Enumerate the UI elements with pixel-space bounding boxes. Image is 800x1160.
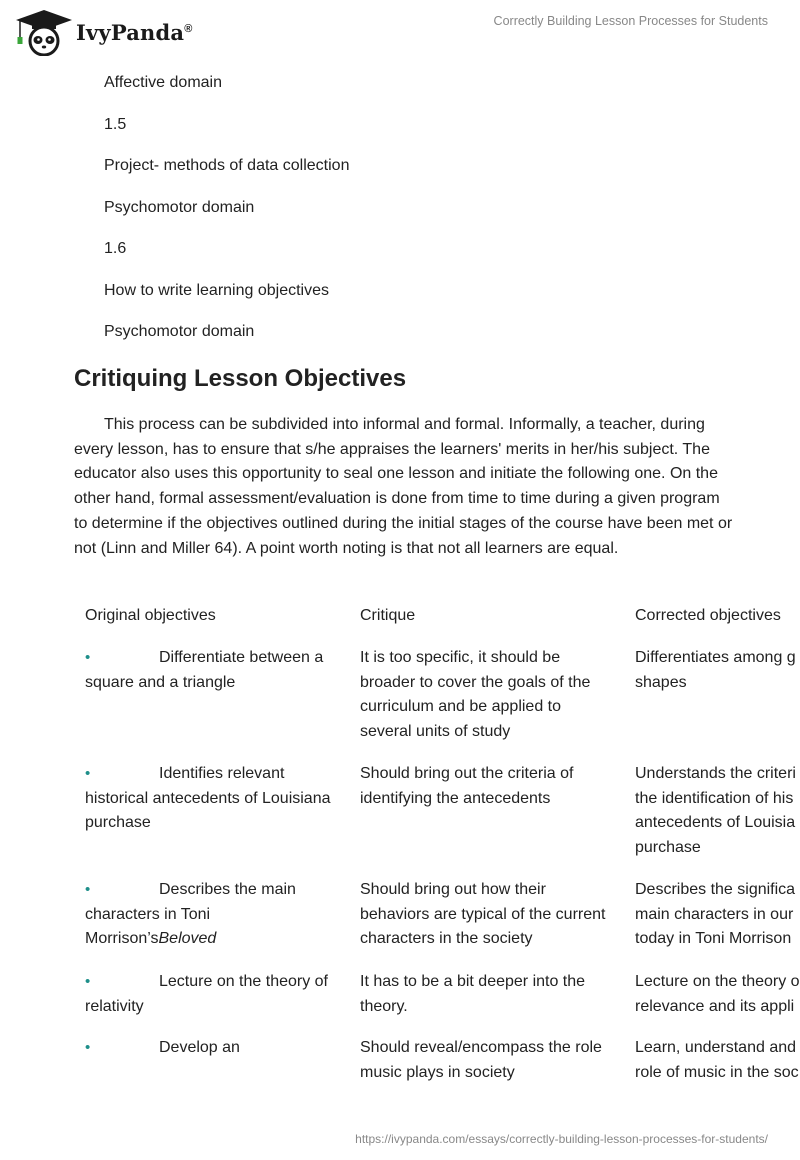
body-paragraph: This process can be subdivided into informal and formal. Informally, a teacher, during every lesson, has to ensure that s/he appraises the learners' merits in her/his subject. The educator also uses this opportunity to seal one lesson and initiate the following one. On the other hand, formal assessment/evaluation is done from time to time during a given program to determine if the objectives outlined during the initial stages of the course have been met or not (Linn and Miller 64). A point worth noting is that not all learners are equal. (74, 416, 733, 557)
list-item: How to write learning objectives (104, 282, 329, 299)
column-header-original: Original objectives (85, 607, 216, 624)
bullet-icon: • (85, 973, 91, 990)
table-cell-corrected: Differentiates among g shapes (635, 649, 796, 691)
table-cell-critique: Should bring out how their behaviors are typical of the current characters in the society (360, 881, 606, 948)
bullet-icon: • (85, 881, 91, 898)
bullet-icon: • (85, 649, 91, 666)
essay-title: Correctly Building Lesson Processes for Students (493, 14, 768, 28)
source-url-link[interactable]: https://ivypanda.com/essays/correctly-building-lesson-processes-for-students/ (355, 1132, 768, 1146)
table-cell-critique: It is too specific, it should be broader to cover the goals of the curriculum and be applied to several units of study (360, 649, 591, 741)
table-cell-original (85, 646, 343, 695)
list-item: 1.5 (104, 116, 127, 133)
table-cell-original (85, 970, 343, 1019)
ivypanda-logo[interactable] (14, 8, 193, 56)
panda-graduate-icon (14, 8, 74, 56)
list-item: Affective domain (104, 74, 222, 91)
section-heading: Critiquing Lesson Objectives (74, 365, 407, 392)
book-title: Beloved (158, 930, 217, 948)
table-cell-corrected: Describes the significa main characters in our today in Toni Morrison (635, 881, 796, 948)
bullet-icon: • (85, 765, 91, 782)
table-cell-original (85, 878, 343, 952)
list-item: Project- methods of data collection (104, 157, 350, 174)
site-header (0, 0, 800, 66)
list-item: Psychomotor domain (104, 199, 255, 216)
brand-name (76, 20, 193, 45)
table-cell-critique: It has to be a bit deeper into the theory. (360, 973, 586, 1015)
table-cell-original (85, 1036, 343, 1061)
table-cell-corrected: Lecture on the theory o relevance and its appli (635, 973, 800, 1015)
brand-text: IvyPanda (76, 19, 185, 45)
list-item: Psychomotor domain (104, 323, 255, 340)
table-cell-corrected: Learn, understand and role of music in the soc (635, 1039, 799, 1081)
objective-text: Describes the main characters in Toni Morrison’s (85, 881, 296, 948)
registered-mark: ® (184, 22, 193, 35)
objective-text: Develop an (159, 1039, 240, 1056)
table-cell-corrected: Understands the criteri the identification of his antecedents of Louisia purchase (635, 765, 796, 857)
objective-text: Differentiate between a square and a triangle (85, 649, 324, 691)
objective-text: Identifies relevant historical antecedents of Louisiana purchase (85, 765, 331, 832)
table-cell-critique: Should reveal/encompass the role music plays in society (360, 1039, 602, 1081)
table-cell-original (85, 762, 343, 836)
bullet-icon: • (85, 1039, 91, 1056)
table-cell-critique: Should bring out the criteria of identifying the antecedents (360, 765, 574, 807)
column-header-critique: Critique (360, 607, 416, 624)
list-item: 1.6 (104, 240, 127, 257)
objective-text: Lecture on the theory of relativity (85, 973, 328, 1015)
column-header-corrected: Corrected objectives (635, 607, 781, 624)
